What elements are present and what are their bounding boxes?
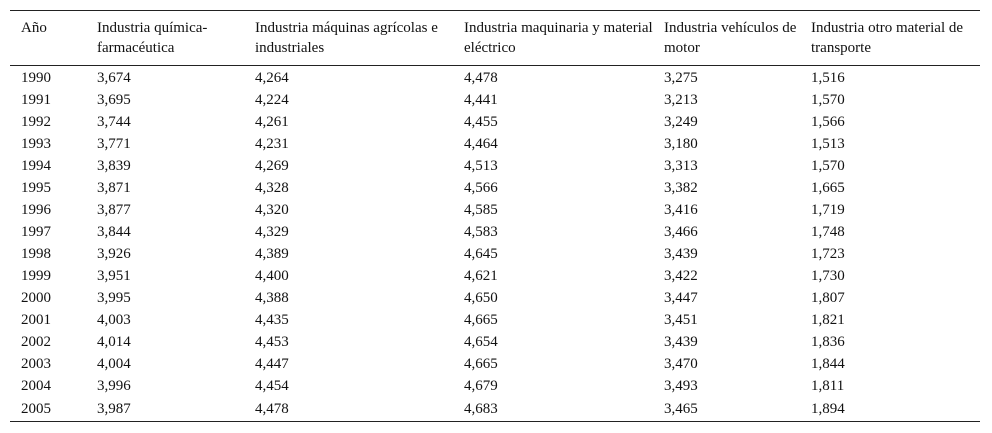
header-cell-year: Año [10,11,86,66]
value-cell: 3,996 [97,378,131,394]
value-cell: 4,455 [464,114,498,130]
year-cell: 1992 [21,114,51,130]
value-cell: 4,665 [464,356,498,372]
table-header [10,11,980,66]
year-cell: 2002 [21,334,51,350]
value-cell: 1,748 [811,224,845,240]
value-cell: 3,493 [664,378,698,394]
value-cell: 1,566 [811,114,845,130]
value-cell: 3,871 [97,180,131,196]
value-cell: 4,583 [464,224,498,240]
value-cell: 4,435 [255,312,289,328]
table-row [10,221,980,243]
value-cell: 3,382 [664,180,698,196]
value-cell: 4,400 [255,268,289,284]
year-cell: 1999 [21,268,51,284]
table-row [10,177,980,199]
value-cell: 4,464 [464,136,498,152]
year-cell: 1991 [21,92,51,108]
value-cell: 4,329 [255,224,289,240]
year-cell: 2005 [10,397,86,422]
table-row [10,331,980,353]
value-cell: 1,665 [811,180,845,196]
value-cell: 3,447 [664,290,698,306]
value-cell: 3,951 [97,268,131,284]
value-cell: 4,683 [453,397,653,422]
value-cell: 4,650 [464,290,498,306]
year-cell: 1997 [21,224,51,240]
value-cell: 3,416 [664,202,698,218]
table-row [10,199,980,221]
value-cell: 1,836 [811,334,845,350]
value-cell: 3,466 [664,224,698,240]
value-cell: 4,478 [244,397,453,422]
value-cell: 4,231 [255,136,289,152]
value-cell: 1,821 [811,312,845,328]
value-cell: 3,313 [664,158,698,174]
table-row [10,243,980,265]
value-cell: 1,730 [811,268,845,284]
table-row [10,155,980,177]
value-cell: 3,926 [97,246,131,262]
value-cell: 3,744 [97,114,131,130]
year-cell: 1993 [21,136,51,152]
table-row [10,309,980,331]
value-cell: 3,439 [664,334,698,350]
year-cell: 2001 [21,312,51,328]
value-cell: 1,719 [811,202,845,218]
value-cell: 4,513 [464,158,498,174]
table-row [10,89,980,111]
year-cell: 1990 [21,70,51,86]
value-cell: 1,570 [811,158,845,174]
value-cell: 4,441 [464,92,498,108]
value-cell: 1,894 [800,397,980,422]
data-table [10,10,980,422]
header-row [10,11,980,66]
value-cell: 3,844 [97,224,131,240]
table-row [10,375,980,397]
header-cell-motor-vehicles: Industria vehículos de motor [653,11,800,66]
value-cell: 4,478 [464,70,498,86]
value-cell: 3,422 [664,268,698,284]
value-cell: 4,320 [255,202,289,218]
value-cell: 1,516 [811,70,845,86]
value-cell: 3,695 [97,92,131,108]
header-cell-chemical-pharma: Industria química-farmacéutica [86,11,244,66]
year-cell: 1998 [21,246,51,262]
value-cell: 4,447 [255,356,289,372]
value-cell: 1,811 [811,378,845,394]
value-cell: 4,389 [255,246,289,262]
value-cell: 4,224 [255,92,289,108]
value-cell: 4,264 [255,70,289,86]
value-cell: 3,839 [97,158,131,174]
year-cell: 1994 [21,158,51,174]
table-body [10,66,980,422]
table-row [10,353,980,375]
data-table-container [10,10,980,422]
value-cell: 3,249 [664,114,698,130]
year-cell: 2004 [21,378,51,394]
table-row [10,66,980,90]
value-cell: 4,621 [464,268,498,284]
year-cell: 2003 [21,356,51,372]
value-cell: 3,987 [86,397,244,422]
value-cell: 4,269 [255,158,289,174]
value-cell: 3,470 [664,356,698,372]
value-cell: 1,723 [811,246,845,262]
value-cell: 3,877 [97,202,131,218]
value-cell: 4,454 [255,378,289,394]
value-cell: 3,674 [97,70,131,86]
year-cell: 1996 [21,202,51,218]
value-cell: 4,453 [255,334,289,350]
value-cell: 4,654 [464,334,498,350]
value-cell: 3,213 [664,92,698,108]
value-cell: 4,585 [464,202,498,218]
value-cell: 3,439 [664,246,698,262]
value-cell: 1,513 [811,136,845,152]
value-cell: 4,004 [97,356,131,372]
table-row [10,133,980,155]
value-cell: 4,665 [464,312,498,328]
value-cell: 4,679 [464,378,498,394]
value-cell: 4,261 [255,114,289,130]
header-cell-other-transport: Industria otro material de transporte [800,11,980,66]
value-cell: 4,328 [255,180,289,196]
table-row [10,397,980,422]
value-cell: 3,451 [664,312,698,328]
value-cell: 4,566 [464,180,498,196]
header-cell-agricultural-industrial-machinery: Industria máquinas agrícolas e industriales [244,11,453,66]
value-cell: 3,180 [664,136,698,152]
value-cell: 1,844 [811,356,845,372]
table-row [10,111,980,133]
value-cell: 4,388 [255,290,289,306]
value-cell: 4,014 [97,334,131,350]
value-cell: 1,570 [811,92,845,108]
value-cell: 3,275 [664,70,698,86]
year-cell: 1995 [21,180,51,196]
table-row [10,287,980,309]
table-row [10,265,980,287]
value-cell: 3,465 [653,397,800,422]
year-cell: 2000 [21,290,51,306]
value-cell: 4,645 [464,246,498,262]
value-cell: 3,995 [97,290,131,306]
header-cell-electrical-machinery: Industria maquinaria y material eléctrico [453,11,653,66]
value-cell: 3,771 [97,136,131,152]
value-cell: 4,003 [97,312,131,328]
value-cell: 1,807 [811,290,845,306]
